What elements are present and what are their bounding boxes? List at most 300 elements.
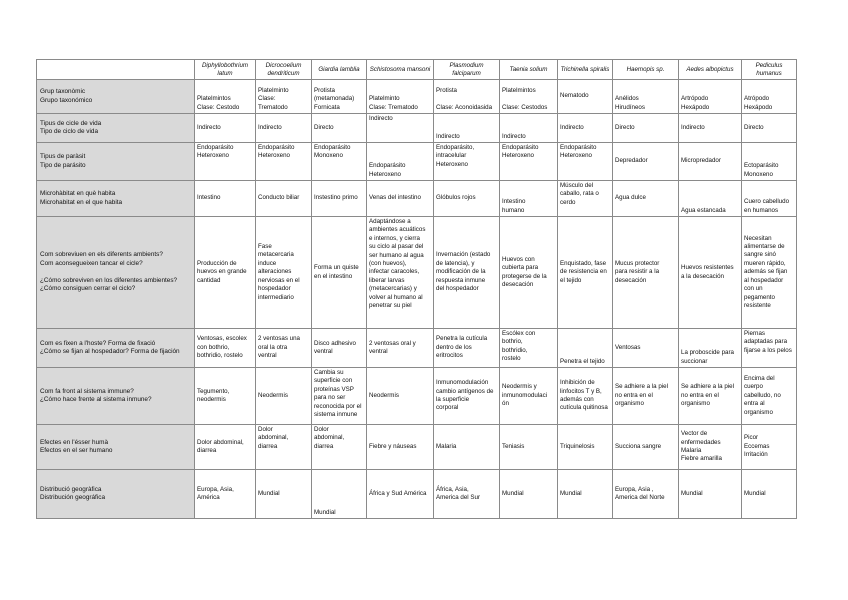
table-cell (500, 368, 558, 425)
table-cell (312, 329, 367, 368)
species-header: Pediculus humanus (742, 60, 797, 80)
table-cell (500, 470, 558, 519)
table-cell (742, 470, 797, 519)
cell-text-line: Necesitan (744, 234, 772, 242)
table-cell (195, 80, 256, 114)
table-cell (195, 114, 256, 143)
cell-text-line: Penetra la cutícula (436, 335, 488, 343)
table-row (37, 329, 797, 368)
table-cell (742, 425, 797, 470)
table-cell (195, 181, 256, 217)
table-cell (558, 114, 613, 143)
table-cell (613, 217, 679, 329)
cell-text-line: superficie con (314, 377, 353, 385)
cell-text-line: Endoparásito (197, 144, 234, 151)
cell-text-line: a la desecación (681, 272, 724, 280)
table-cell (558, 217, 613, 329)
species-header: Dicrocoelium dendriticum (256, 60, 312, 80)
cell-text-line: Indirecto (502, 132, 526, 140)
table-cell (742, 114, 797, 143)
cell-text-line: Malaria (681, 447, 702, 454)
cell-text-line: neodermis (197, 396, 226, 403)
row-label-line: ¿Cómo sobreviven en los diferentes ambientes? (40, 276, 178, 284)
species-header: Trichinella spiralis (558, 60, 613, 80)
cell-text-line: Encima del (744, 374, 775, 382)
table-cell (434, 217, 500, 329)
cell-text-line: Fiebre amarilla (681, 455, 722, 463)
cell-text-line: organismo (744, 408, 773, 416)
cell-text-line: Indirecto (197, 123, 221, 131)
cell-text-line: pegamento (744, 293, 775, 301)
cell-text-line: Producción de (197, 259, 237, 267)
table-cell (256, 143, 312, 181)
cell-text-line: organismo (615, 400, 644, 408)
cell-text-line: para no ser (314, 394, 346, 402)
table-cell (558, 470, 613, 519)
cell-text-line: Inmunomodulación (436, 379, 489, 387)
table-cell (679, 329, 742, 368)
cell-text-line: Indirecto (258, 123, 282, 131)
table-cell (256, 425, 312, 470)
table-row (37, 368, 797, 425)
table-row (37, 143, 797, 181)
cell-text-line: del hospedador (436, 285, 479, 293)
cell-text-line: Heteroxeno (369, 170, 401, 178)
cell-text-line (436, 95, 497, 103)
cell-text-line: África y Sud América (369, 489, 427, 497)
cell-text-line: organismo (681, 400, 710, 408)
cell-text-line: Ectoparásito (744, 162, 779, 170)
cell-text-line: diarrea (314, 442, 334, 450)
cell-text-line: resistente (744, 301, 771, 309)
cell-text-line: Vector de (681, 430, 708, 438)
species-header: Taenia solium (500, 60, 558, 80)
table-cell (195, 425, 256, 470)
cell-text-line: Mundial (681, 489, 703, 497)
table-cell (195, 470, 256, 519)
cell-text-line: sangre sinó (744, 251, 776, 259)
cell-text-line: Neodermis y (502, 383, 537, 391)
table-cell (558, 368, 613, 425)
table-cell (679, 114, 742, 143)
cell-text-line: dentro de los (436, 343, 472, 351)
row-label-line: Distribució geogràfica (40, 485, 102, 493)
cell-text-line: Enquistado, fase (560, 259, 607, 267)
table-cell (434, 329, 500, 368)
row-label-line: Grup taxonòmic (40, 88, 86, 96)
cell-text-line: America del Norte (615, 494, 665, 501)
table-cell (195, 368, 256, 425)
cell-text-line: hospedador (258, 285, 291, 293)
row-label-line: Tipus de cicle de vida (40, 119, 102, 127)
cell-text-line: bothridio, (502, 346, 528, 354)
cell-text-line: Agua estancada (681, 206, 726, 214)
table-cell (312, 425, 367, 470)
cell-text-line: Malaria (436, 442, 457, 450)
cell-text-line: (metamonada) (314, 95, 355, 103)
table-row (37, 181, 797, 217)
table-cell (742, 329, 797, 368)
cell-text-line: Huevos con (502, 255, 535, 263)
cell-text-line (744, 87, 794, 95)
row-label-line: Distribución geográfica (40, 494, 106, 501)
cell-text-line: alimentarse de (744, 243, 785, 251)
corner-cell (37, 60, 195, 80)
cell-text-line: Se adhiere a la piel (681, 383, 734, 391)
table-cell (613, 425, 679, 470)
table-cell (613, 181, 679, 217)
cell-text-line: huevos en grande (197, 268, 247, 276)
cell-text-line: volver al humano al (369, 293, 423, 301)
table-row (37, 80, 797, 114)
table-cell (195, 217, 256, 329)
cell-text-line: además con (560, 396, 594, 403)
table-cell (195, 329, 256, 368)
cell-text-line: su ciclo al pasar del (369, 243, 424, 251)
table-cell (367, 181, 434, 217)
table-cell (558, 143, 613, 181)
table-cell (742, 80, 797, 114)
row-label-line: Tipo de parásito (40, 161, 86, 169)
cell-text-line: Picor (744, 434, 759, 442)
table-cell (434, 425, 500, 470)
cell-text-line: cantidad (197, 276, 221, 284)
cell-text-line: diarrea (197, 447, 217, 454)
cell-text-line: Endoparásito (369, 162, 406, 170)
cell-text-line: (metacercarias) y (369, 285, 417, 293)
cell-text-line: África, Asia, (436, 485, 469, 493)
cell-text-line: ventral (314, 348, 333, 355)
table-cell (679, 143, 742, 181)
cell-text-line: Clase: (258, 95, 276, 103)
cell-text-line: Intestino (197, 194, 221, 202)
cell-text-line: penetrar su piel (369, 302, 412, 310)
cell-text-line: con un (744, 285, 763, 293)
cell-text-line: con bothrio, (197, 343, 230, 351)
cell-text-line: succionar (681, 357, 708, 365)
cell-text-line: Clase: Cestodo (197, 103, 240, 111)
cell-text-line: sistema inmune (314, 411, 358, 419)
cell-text-line: entra al (744, 400, 765, 408)
cell-text-line: Neodermis (258, 391, 288, 399)
cell-text-line: Monoxeno (744, 170, 773, 178)
cell-text-line: Músculo del (560, 182, 594, 189)
table-cell (312, 80, 367, 114)
cell-text-line: adaptadas para (744, 338, 788, 346)
table-row (37, 114, 797, 143)
cell-text-line: Endoparásito, (436, 144, 475, 151)
cell-text-line: liberar larvas (369, 276, 405, 284)
row-label-line: ¿Cómo consiguen cerrar el ciclo? (40, 285, 136, 293)
row-label (37, 329, 195, 368)
row-label-line: ¿Cómo hace frente al sistema inmune? (40, 396, 152, 403)
cell-text-line: Invernación (estado (436, 251, 491, 259)
cell-text-line: Europa, Asia, (197, 485, 234, 493)
cell-text-line: Escólex con (502, 330, 536, 337)
cell-text-line: abdominal, (314, 434, 345, 442)
cell-text-line: 2 ventosas oral y (369, 339, 416, 347)
cell-text-line: Triquinelosis (560, 442, 595, 450)
cell-text-line: enfermedades (681, 438, 721, 446)
table-cell (312, 217, 367, 329)
cell-text-line: de resistencia en (560, 268, 607, 276)
cell-text-line: Mundial (314, 508, 336, 516)
cell-text-line: protegerse de la (502, 272, 547, 280)
cell-text-line: Huevos resistentes (681, 264, 734, 272)
cell-text-line: no entra en el (615, 391, 653, 399)
table-cell (500, 217, 558, 329)
row-label-line: Tipo de ciclo de vida (40, 128, 99, 135)
row-label-line: Grupo taxonómico (40, 96, 93, 104)
table-cell (312, 181, 367, 217)
cell-text-line: cutícula quitinosa (560, 404, 608, 412)
cell-text-line: Directo (744, 123, 764, 131)
cell-text-line: intermediario (258, 293, 294, 301)
row-label-line: Microhabitat en el que habita (40, 198, 123, 206)
table-cell (434, 181, 500, 217)
table-cell (312, 470, 367, 519)
cell-text-line: reconocida por el (314, 402, 362, 410)
cell-text-line: Instestino primo (314, 194, 358, 202)
table-cell (434, 368, 500, 425)
cell-text-line: Dolor (314, 426, 329, 433)
table-cell (256, 80, 312, 114)
cell-text-line: Fornicata (314, 103, 340, 111)
cell-text-line: Depredador (615, 157, 648, 165)
cell-text-line: America del Sur (436, 494, 481, 501)
cell-text-line: eritrocitos (436, 352, 463, 360)
row-label (37, 217, 195, 329)
cell-text-line: Se adhiere a la piel (615, 383, 668, 391)
cell-text-line: Protista (436, 86, 457, 94)
table-cell (613, 143, 679, 181)
table-cell (256, 217, 312, 329)
row-label-line: Com sobreviuen en els diferents ambients? (40, 251, 163, 259)
cell-text-line: e internos, y cierra (369, 234, 420, 242)
table-cell (367, 368, 434, 425)
row-label (37, 80, 195, 114)
cell-text-line: linfocitos T y B, (560, 387, 602, 395)
cell-text-line: La proboscide para (681, 349, 734, 357)
cell-text-line: Venas del intestino (369, 194, 421, 202)
cell-text-line: Cuero cabelludo (744, 198, 790, 206)
cell-text-line: Ventosas (615, 343, 641, 351)
cell-text-line: Dolor abdominal, (197, 438, 244, 446)
species-header: Giardia lamblia (312, 60, 367, 80)
cell-text-line: el tejido (560, 276, 582, 284)
cell-text-line: Mundial (560, 489, 582, 497)
table-row (37, 425, 797, 470)
cell-text-line: proteínas VSP (314, 385, 354, 393)
table-cell (679, 80, 742, 114)
table-cell (742, 217, 797, 329)
cell-text-line: Trematodo (258, 103, 288, 111)
cell-text-line: Heteroxeno (258, 152, 290, 160)
row-label-line: Tipus de paràsit (40, 153, 86, 161)
table-cell (312, 143, 367, 181)
table-cell (500, 114, 558, 143)
table-cell (500, 181, 558, 217)
cell-text-line: Nematodo (560, 92, 589, 100)
cell-text-line: cerdo (560, 198, 576, 206)
cell-text-line: intracelular (436, 152, 467, 160)
row-label-line: Com es fixen a l'hoste? Forma de fixació (40, 339, 156, 347)
row-label-line: Efectos en el ser humano (40, 447, 113, 454)
cell-text-line: Cambia su (314, 369, 344, 376)
cell-text-line: en el intestino (314, 272, 353, 280)
cell-text-line: Irritación (744, 451, 768, 459)
table-cell (500, 425, 558, 470)
cell-text-line: Endoparásito (560, 144, 597, 151)
cell-text-line: Penetra el tejido (560, 357, 605, 365)
row-label-line: ¿Cómo se fijan al hospedador? Forma de fijación (40, 348, 180, 355)
row-label-line: Com fa front al sistema immune? (40, 387, 134, 395)
table-cell (679, 470, 742, 519)
cell-text-line: Indirecto (369, 115, 393, 122)
cell-text-line: Heteroxeno (436, 160, 468, 168)
cell-text-line: en humanos (744, 206, 779, 214)
cell-text-line: corporal (436, 404, 459, 412)
table-cell (558, 425, 613, 470)
cell-text-line: Hirudíneos (615, 103, 645, 111)
cell-text-line: al hospedador (744, 276, 784, 284)
table-cell (742, 143, 797, 181)
cell-text-line: Platelminto (258, 86, 289, 94)
table-cell (434, 114, 500, 143)
species-header: Schistosoma mansoni (367, 60, 434, 80)
cell-text-line: fijarse a los pelos (744, 346, 792, 354)
cell-text-line: Indirecto (560, 123, 584, 131)
cell-text-line: ambientes acuáticos (369, 226, 426, 234)
table-cell (367, 80, 434, 114)
cell-text-line: cambio antígenos de (436, 387, 494, 395)
cell-text-line: Mucus protector (615, 259, 660, 267)
cell-text-line: Artrópodo (681, 95, 709, 103)
species-header: Aedes albopictus (679, 60, 742, 80)
cell-text-line: Inhibición de (560, 379, 595, 387)
table-cell (434, 80, 500, 114)
table-cell (367, 329, 434, 368)
row-label (37, 368, 195, 425)
cell-text-line: caballo, rata o (560, 190, 599, 198)
parasite-comparison-table (36, 59, 797, 519)
table-cell (500, 329, 558, 368)
cell-text-line: Tegumento, (197, 387, 230, 395)
cell-text-line: bothrio, (502, 338, 523, 346)
table-cell (367, 143, 434, 181)
cell-text-line: Ventosas, escolex (197, 335, 247, 343)
cell-text-line: de latencia), y (436, 259, 475, 267)
table-cell (434, 470, 500, 519)
cell-text-line: Fase (258, 243, 272, 251)
cell-text-line: Protista (314, 86, 335, 94)
cell-text-line: Platelmintos (197, 95, 231, 103)
cell-text-line: Clase: Trematodo (369, 103, 418, 111)
cell-text-line: Piernas (744, 330, 765, 337)
cell-text-line: Atrópodo (744, 95, 770, 103)
table-cell (434, 143, 500, 181)
table-row (37, 470, 797, 519)
table-cell (256, 181, 312, 217)
cell-text-line: ventral (258, 352, 277, 360)
cell-text-line: Fiebre y náuseas (369, 442, 417, 450)
cell-text-line: Intestino (502, 198, 526, 206)
cell-text-line: Clase: Aconoidasida (436, 103, 493, 111)
cell-text-line: Mundial (258, 489, 280, 497)
table-cell (256, 368, 312, 425)
row-label-line: Com aconsegueixen tancar el cicle? (40, 259, 143, 267)
table-cell (679, 425, 742, 470)
table-cell (500, 143, 558, 181)
cell-text-line: Mundial (502, 489, 524, 497)
cell-text-line: Hexápodo (681, 103, 710, 111)
table-cell (367, 425, 434, 470)
cell-text-line: Endoparásito (502, 144, 539, 151)
row-label (37, 425, 195, 470)
table-cell (613, 329, 679, 368)
table-cell (256, 329, 312, 368)
table-cell (312, 114, 367, 143)
row-label (37, 181, 195, 217)
cell-text-line: Adaptándose a (369, 218, 411, 225)
cell-text-line: Eccemas (744, 442, 770, 450)
cell-text-line: humano (502, 206, 525, 214)
table-cell (312, 368, 367, 425)
row-label-line (40, 268, 192, 276)
cell-text-line: abdominal, (258, 434, 289, 442)
cell-text-line: Micropredador (681, 157, 721, 165)
cell-text-line: Glóbulos rojos (436, 194, 476, 202)
cell-text-line: Conducto biliar (258, 194, 300, 202)
table-cell (679, 181, 742, 217)
cell-text-line: oral la otra (258, 343, 288, 351)
cell-text-line: ventral (369, 348, 388, 355)
cell-text-line: Europa, Asia , (615, 485, 654, 493)
cell-text-line: desecación (615, 276, 647, 284)
cell-text-line: inmunomodulaci (502, 391, 548, 399)
row-label (37, 470, 195, 519)
table-cell (558, 329, 613, 368)
row-label-line: Microhàbitat en què habita (40, 190, 116, 198)
cell-text-line: rostelo (502, 355, 521, 363)
species-header-row (37, 60, 797, 80)
cell-text-line: Succiona sangre (615, 442, 662, 450)
cell-text-line: Indirecto (681, 123, 705, 131)
cell-text-line: para resistir a la (615, 268, 660, 276)
cell-text-line: diarrea (258, 442, 278, 450)
species-header: Diphyllobothrium latum (195, 60, 256, 80)
cell-text-line: metacercaria (258, 251, 294, 259)
cell-text-line: Endoparásito (258, 144, 295, 151)
table-cell (500, 80, 558, 114)
cell-text-line: Disco adhesivo (314, 339, 356, 347)
table-row (37, 217, 797, 329)
cell-text-line: desecación (502, 280, 534, 288)
table-cell (613, 470, 679, 519)
table-cell (367, 470, 434, 519)
cell-text-line: Heteroxeno (560, 152, 592, 160)
cell-text-line: ser humano al agua (369, 251, 424, 259)
cell-text-line: América (197, 494, 220, 501)
row-label-line: Efectes en l'ésser humà (40, 438, 109, 446)
cell-text-line: induce (258, 259, 277, 267)
table-cell (367, 114, 434, 143)
table-cell (613, 114, 679, 143)
table-cell (679, 217, 742, 329)
cell-text-line: no entra en el (681, 391, 719, 399)
cell-text-line: además se fijan (744, 268, 788, 276)
cell-text-line: Heteroxeno (502, 152, 534, 160)
